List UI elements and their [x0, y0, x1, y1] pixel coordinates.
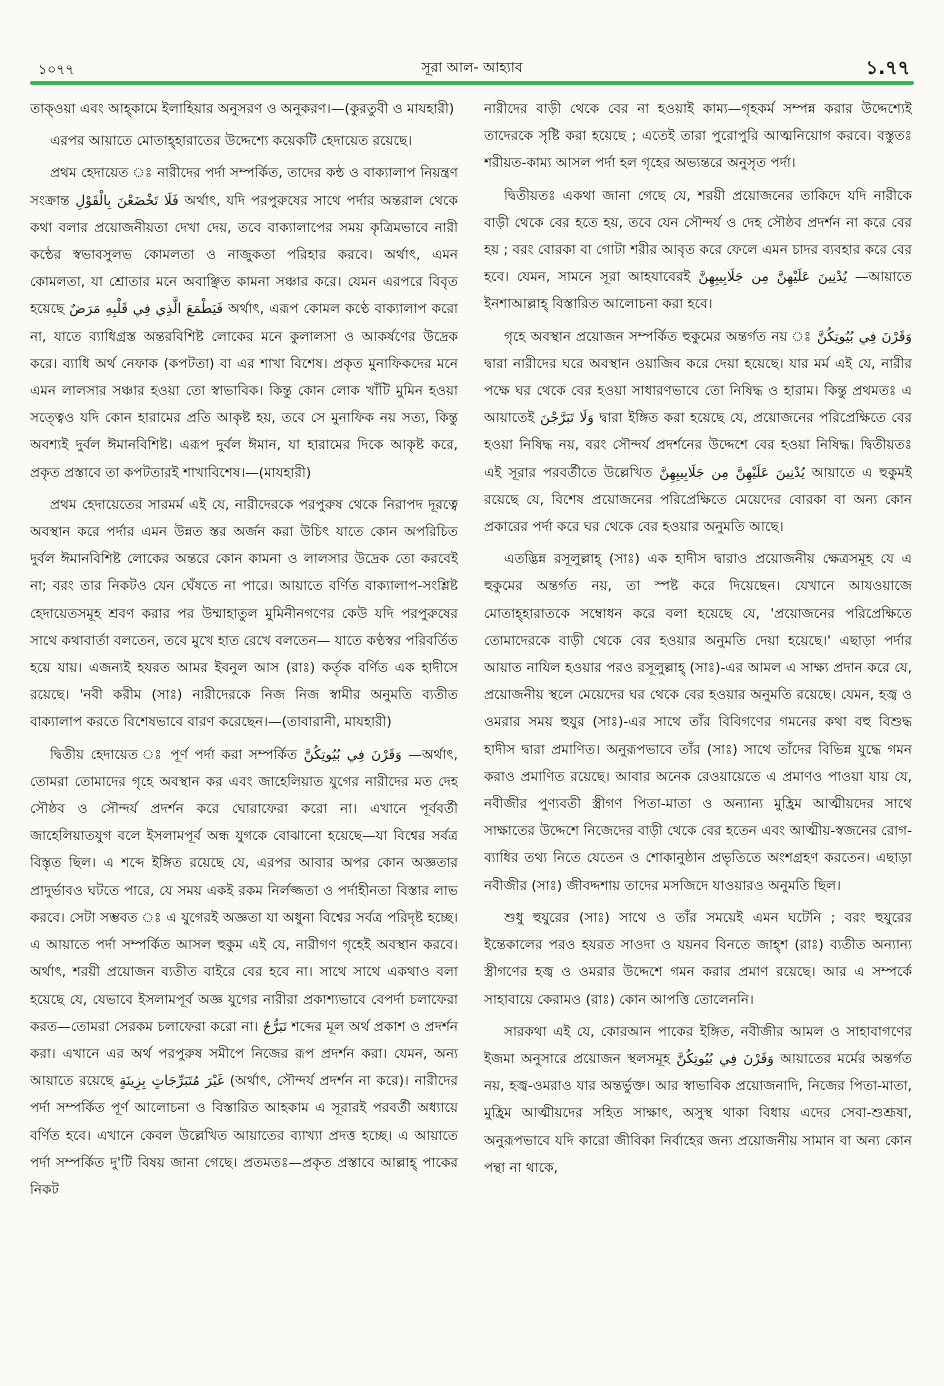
page-number-left: ১০৭৭: [38, 62, 75, 78]
left-column: [30, 96, 458, 1366]
paragraph: এতদ্ভিন্ন রসূলুল্লাহ্ (সাঃ) এক হাদীস দ্বারাও প্রয়োজনীয় ক্ষেত্রসমূহ যে এ হুকুমের অন্তর্গত নয়, তা স্পষ্ট করে দিয়েছেন। যেখানে আযওয়াজে মোতাহ্হারাতকে সম্বোধন করে বলা হয়েছে যে, 'প্রয়োজনের পরিপ্রেক্ষিতে তোমাদেরকে বাড়ী থেকে বের হওয়ার অনুমতি দেয়া হয়েছে।' এছাড়া পর্দার আয়াত নাযিল হওয়ার পরও রসূলুল্লাহ্ (সাঃ)-এর আমল এ সাক্ষ্য প্রদান করে যে, প্রয়োজনীয় স্থলে মেয়েদের ঘর থেকে বের হওয়ার অনুমতি রয়েছে। যেমন, হজ্ব ও ওমরার সময় হুযুর (সাঃ)-এর সাথে তাঁর বিবিগণের গমনের কথা বহু বিশুদ্ধ হাদীস দ্বারা প্রমাণিত। অনুরূপভাবে তাঁর (সাঃ) সাথে তাঁদের বিভিন্ন যুদ্ধে গমন করাও প্রমাণিত রয়েছে। আবার অনেক রেওয়ায়েতে এ প্রমাণও পাওয়া যায় যে, নবীজীর পুণ্যবতী স্ত্রীগণ পিতা-মাতা ও অন্যান্য মুহ্রিম আত্মীয়দের সাথে সাক্ষাতের উদ্দেশে নিজেদের বাড়ী থেকে বের হতেন এবং আত্মীয়-স্বজনের রোগ-ব্যাধির তথ্য নিতে যেতেন ও শোকানুষ্ঠান প্রভৃতিতে অংশগ্রহণ করতেন। এছাড়া নবীজীর (সাঃ) জীবদ্দশায় তাদের মসজিদে যাওয়ারও অনুমতি ছিল।: [484, 551, 912, 894]
header-rule: [30, 81, 914, 85]
paragraph: গৃহে অবস্থান প্রয়োজন সম্পর্কিত হুকুমের অন্তর্গত নয় ঃ وَقَرْنَ فِي بُيُوتِكُنَّ দ্বারা নারীদের ঘরে অবস্থান ওয়াজিব করে দেয়া হয়েছে। যার মর্ম এই যে, নারীর পক্ষে ঘর থেকে বের হওয়া সাধারণভাবে তো নিষিদ্ধ ও হারাম। কিন্তু প্রথমতঃ এ আয়াতেই وَلَا تَبَرَّجْنَ দ্বারা ইঙ্গিত করা হয়েছে যে, প্রয়োজনের পরিপ্রেক্ষিতে বের হওয়া নিষিদ্ধ নয়, বরং সৌন্দর্য প্রদর্শনের উদ্দেশে বের হওয়া নিষিদ্ধ। দ্বিতীয়তঃ এই সূরার পরবর্তীতে উল্লেখিত يُدْنِينَ عَلَيْهِنَّ مِن جَلَابِيبِهِنَّ আয়াতে এ হুকুমই রয়েছে যে, বিশেষ প্রয়োজনের পরিপ্রেক্ষিতে মেয়েদের বোরকা বা অন্য কোন প্রকারের পর্দা করে ঘর থেকে বের হওয়ার অনুমতি আছে।: [484, 328, 912, 536]
paragraph: প্রথম হেদায়েত ঃ নারীদের পর্দা সম্পর্কিত, তাদের কন্ঠ ও বাক্যালাপ নিয়ন্ত্রণ সংক্রান্ত فَلَا تَخْضَعْنَ بِالْقَوْلِ অর্থাৎ, যদি পরপুরুষের সাথে পর্দার অন্তরাল থেকে কথা বলার প্রয়োজনীয়তা দেখা দেয়, তবে বাক্যালাপের সময় কৃত্রিমভাবে নারী কন্ঠের স্বভাবসুলভ কোমলতা ও নাজুকতা পরিহার করবে। অর্থাৎ, এমন কোমলতা, যা শ্রোতার মনে অবাঞ্ছিত কামনা সঞ্চার করে। যেমন এরপরে বিবৃত হয়েছে فَيَطْمَعَ الَّذِي فِي قَلْبِهِ مَرَضٌ অর্থাৎ, এরূপ কোমল কণ্ঠে বাক্যালাপ করো না, যাতে ব্যাধিগ্রস্ত অন্তরবিশিষ্ট লোকের মনে কুলালসা ও আকর্ষণের উদ্রেক করে। ব্যাধি অর্থ নেফাক (কপটতা) বা এর শাখা বিশেষ। প্রকৃত মুনাফিকদের মনে এমন লালসার সঞ্চার হওয়া তো স্বাভাবিক। কিন্তু কোন লোক খাঁটি মুমিন হওয়া সত্ত্বেও যদি কোন হারামের প্রতি আকৃষ্ট হয়, তবে সে মুনাফিক নয় সত্য, কিন্তু অবশ্যই দুর্বল ঈমানবিশিষ্ট। এরূপ দুর্বল ঈমান, যা হারামের দিকে আকৃষ্ট করে, প্রকৃত প্রস্তাবে তা কপটতারই শাখাবিশেষ।—(মাযহারী): [30, 165, 458, 481]
running-title: সূরা আল- আহ্যাব: [421, 60, 523, 76]
paragraph: তাক্ওয়া এবং আহ্কামে ইলাহিয়ার অনুসরণ ও অনুকরণ।—(কুরতুবী ও মাযহারী): [30, 101, 455, 117]
paragraph: দ্বিতীয় হেদায়েত ঃ পূর্ণ পর্দা করা সম্পর্কিত وَقَرْنَ فِي بُيُوتِكُنَّ —অর্থাৎ, তোমরা তোমাদের গৃহে অবস্থান কর এবং জাহেলিয়াত যুগের নারীদের মত দেহ সৌষ্ঠব ও সৌন্দর্য প্রদর্শন করে ঘোরাফেরা করো না। এখানে পূর্ববর্তী জাহেলিয়াতযুগ বলে ইসলামপূর্ব অন্ধ যুগকে বোঝানো হয়েছে—যা বিশ্বের সর্বত্র বিস্তৃত ছিল। এ শব্দে ইঙ্গিত রয়েছে যে, এরপর আবার অপর কোন অজ্ঞতার প্রাদুর্ভাবও ঘটতে পারে, যে সময় একই রকম নির্লজ্জতা ও পর্দাহীনতা বিস্তার লাভ করবে। সেটা সম্ভবত ঃ এ যুগেরই অজ্ঞতা যা অধুনা বিশ্বের সর্বত্র পরিদৃষ্ট হচ্ছে। এ আয়াতে পর্দা সম্পর্কিত আসল হুকুম এই যে, নারীগণ গৃহেই অবস্থান করবে। অর্থাৎ, শরয়ী প্রয়োজন ব্যতীত বাইরে বের হবে না। সাথে সাথে একথাও বলা হয়েছে যে, যেভাবে ইসলামপূর্ব অজ্ঞ যুগের নারীরা প্রকাশ্যভাবে বেপর্দা চলাফেরা করত—তোমরা সেরকম চলাফেরা করো না। تَبَرُّجٌ শব্দের মূল অর্থ প্রকাশ ও প্রদর্শন করা। এখানে এর অর্থ পরপুরুষ সমীপে নিজের রূপ প্রদর্শন করা। যেমন, অন্য আয়াতে রয়েছে غَيْرَ مُتَبَرِّجَاتٍ بِزِينَةٍ (অর্থাৎ, সৌন্দর্য প্রদর্শন না করে)। নারীদের পর্দা সম্পর্কিত পূর্ণ আলোচনা ও বিস্তারিত আহকাম এ সূরারই পরবর্তী অধ্যায়ে বর্ণিত হবে। এখানে কেবল উল্লেখিত আয়াতের ব্যাখ্যা প্রদত্ত হচ্ছে। এ আয়াতে পর্দা সম্পর্কিত দু'টি বিষয় জানা গেছে। প্রতমতঃ—প্রকৃত প্রস্তাবে আল্লাহ্ পাকের নিকট: [30, 746, 458, 1198]
paragraph: প্রথম হেদায়েতের সারমর্ম এই যে, নারীদেরকে পরপুরুষ থেকে নিরাপদ দূরত্বে অবস্থান করে পর্দার এমন উন্নত স্তর অর্জন করা উচিৎ যাতে কোন অপরিচিত দুর্বল ঈমানবিশিষ্ট লোকের অন্তরে কোন কামনা ও লালসার উদ্রেক তো করবেই না; বরং তার নিকটও যেন ঘেঁষতে না পারে। আয়াতে বর্ণিত বাক্যালাপ-সংশ্লিষ্ট হেদায়েতসমূহ শ্রবণ করার পর উম্মাহাতুল মুমিনীনগণের কেউ যদি পরপুরুষের সাথে কথাবার্তা বলতেন, তবে মুখে হাত রেখে বলতেন— যাতে কণ্ঠস্বর পরিবর্তিত হয়ে যায়। এজন্যই হযরত আমর ইবনুল আস (রাঃ) কর্তৃক বর্ণিত এক হাদীসে রয়েছে। 'নবী করীম (সাঃ) নারীদেরকে নিজ নিজ স্বামীর অনুমতি ব্যতীত বাক্যালাপ করতে বিশেষভাবে বারণ করেছেন।—(তাবারানী, মাযহারী): [30, 496, 458, 731]
paragraph: নারীদের বাড়ী থেকে বের না হওয়াই কাম্য—গৃহকর্ম সম্পন্ন করার উদ্দেশ্যেই তাদেরকে সৃষ্টি করা হয়েছে ; এতেই তারা পুরোপুরি আত্মনিয়োগ করবে। বস্তুতঃ শরীয়ত-কাম্য আসল পর্দা হল গৃহের অভ্যন্তরে অনুসৃত পর্দা।: [484, 101, 912, 172]
paragraph: এরপর আয়াতে মোতাহ্হারাতের উদ্দেশ্যে কয়েকটি হেদায়েত রয়েছে।: [50, 133, 413, 150]
right-column: [484, 96, 912, 1366]
paragraph: শুধু হুযুরের (সাঃ) সাথে ও তাঁর সময়েই এমন ঘটেনি ; বরং হুযুরের ইন্তেকালের পরও হযরত সাওদা ও যয়নব বিনতে জাহ্শ (রাঃ) ব্যতীত অন্যান্য স্ত্রীগণের হজ্ব ও ওমরার উদ্দেশে গমন করার প্রমাণ রয়েছে। আর এ সম্পর্কে সাহাবায়ে কেরামও (রাঃ) কোন আপত্তি তোলেননি।: [484, 909, 912, 1008]
paragraph: সারকথা এই যে, কোরআন পাকের ইঙ্গিত, নবীজীর আমল ও সাহাবাগণের ইজমা অনুসারে প্রয়োজন স্থলসমূহ وَقَرْنَ فِي بُيُوتِكُنَّ আয়াতের মর্মের অন্তর্গত নয়, হজ্ব-ওমরাও যার অন্তর্ভুক্ত। আর স্বাভাবিক প্রয়োজনাদি, নিজের পিতা-মাতা, মুহ্রিম আত্মীয়দের সহিত সাক্ষাৎ, অসুস্থ থাকা বিধায় এদের সেবা-শুশ্রূষা, অনুরূপভাবে যদি কারো জীবিকা নির্বাহের জন্য প্রয়োজনীয় সামান বা অন্য কোন পন্থা না থাকে,: [484, 1023, 912, 1176]
page-header: [30, 50, 914, 82]
page-number-right: ১.৭৭: [865, 57, 910, 79]
paragraph: দ্বিতীয়তঃ একথা জানা গেছে যে, শরয়ী প্রয়োজনের তাকিদে যদি নারীকে বাড়ী থেকে বের হতে হয়, তবে যেন সৌন্দর্য ও দেহ সৌষ্ঠব প্রদর্শন না করে বের হয় ; বরং বোরকা বা গোটা শরীর আবৃত করে ফেলে এমন চাদর ব্যবহার করে বের হবে। যেমন, সামনে সূরা আহযাবেরই يُدْنِينَ عَلَيْهِنَّ مِن جَلَابِيبِهِنَّ —আয়াতে ইনশাআল্লাহ্ বিস্তারিত আলোচনা করা হবে।: [484, 187, 912, 313]
